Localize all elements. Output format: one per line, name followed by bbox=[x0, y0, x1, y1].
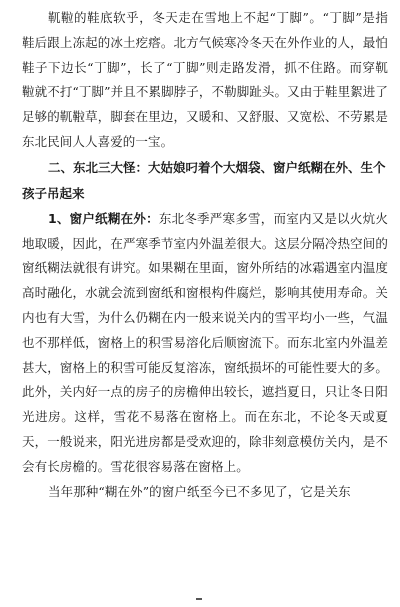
subheading-window-paper: 1、窗户纸糊在外： bbox=[48, 210, 159, 226]
paragraph-continuation: 当年那种“糊在外”的窗户纸至今已不多见了，它是关东 bbox=[48, 483, 351, 499]
paragraph-window-paper bbox=[22, 207, 388, 480]
paragraph-wula-boots: 靰鞡的鞋底软乎，冬天走在雪地上不起“丁脚”。“丁脚”是指鞋后跟上冻起的冰土疙瘩。北方气候寒冷冬天在外作业的人，最怕鞋子下边长“丁脚”，长了“丁脚”则走路发滑，抓不住路。而穿靰鞡就不打“丁脚”并且不累脚脖子，不勒脚趾头。又由于鞋里絮进了足够的靰鞡草，脚套在里边，又暖和、又舒服、又宽松、不劳累是东北民间人人喜爱的一宝。 bbox=[22, 10, 388, 149]
section-heading-three-oddities: 二、东北三大怪：大姑娘叼着个大烟袋、窗户纸糊在外、生个孩子吊起来 bbox=[22, 159, 386, 201]
paragraph-window-paper-body: 东北冬季严寒多雪，而室内又是以火炕火地取暖，因此，在严寒季节室内外温差很大。这层分隔冷热空间的窗纸糊法就很有讲究。如果糊在里面，窗外所结的冰霜遇室内温度高时融化，水就会流到窗纸和窗根构件腐烂，影响其使用寿命。关内也有大雪，为什么仍糊在内一般来说关内的雪平均小一些，气温也不那样低，窗格上的积雪易溶化后顺窗流下。而东北室内外温差甚大，窗格上的积雪可能反复溶冻，窗纸损坏的可能性要大的多。此外，关内好一点的房子的房檐伸出较长，遮挡夏日，只让冬日阳光进房。这样，雪花不易落在窗格上。而在东北，不论冬天或夏天，一般说来，阳光进房都是受欢迎的，除非刻意模仿关内，是不会有长房檐的。雪花很容易落在窗格上。 bbox=[22, 210, 388, 474]
document-page bbox=[22, 6, 388, 504]
page-footer-mark bbox=[196, 598, 202, 600]
